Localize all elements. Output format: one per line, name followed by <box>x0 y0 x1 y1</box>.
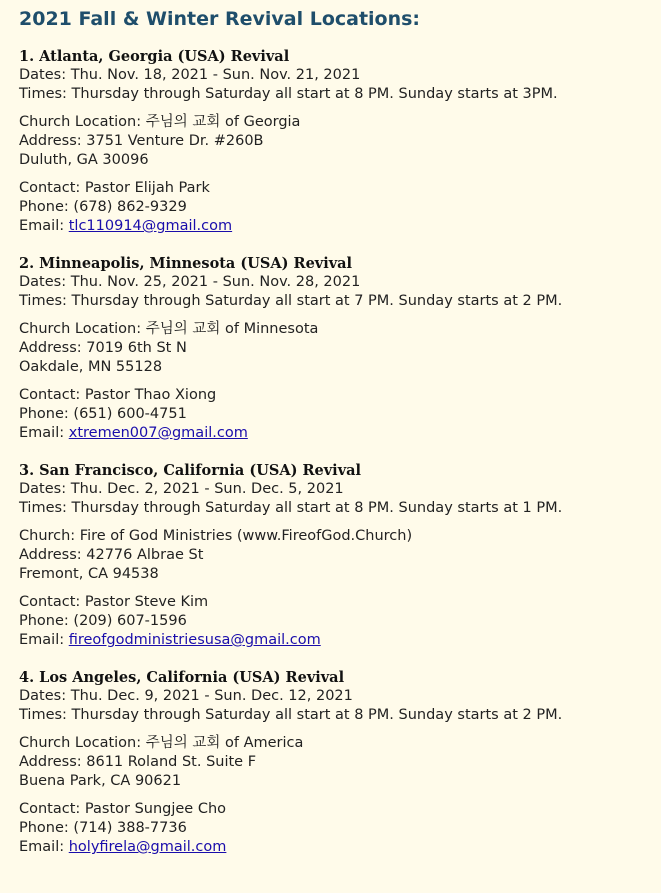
contact-name: Contact: Pastor Thao Xiong <box>19 387 217 403</box>
contact-name: Contact: Pastor Elijah Park <box>19 180 210 196</box>
location-times: Times: Thursday through Saturday all start at 7 PM. Sunday starts at 2 PM. <box>19 293 563 309</box>
location-heading: 1. Atlanta, Georgia (USA) Revival <box>19 48 290 65</box>
church-block <box>19 527 659 584</box>
address-line-1: Address: 3751 Venture Dr. #260B <box>19 133 264 149</box>
location-san-francisco <box>19 461 659 650</box>
contact-email-line <box>19 838 659 857</box>
page-title: 2021 Fall & Winter Revival Locations: <box>19 8 421 30</box>
email-link[interactable]: fireofgodministriesusa@gmail.com <box>68 632 321 648</box>
page-content <box>19 6 659 857</box>
contact-name: Contact: Pastor Steve Kim <box>19 594 209 610</box>
contact-phone: Phone: (651) 600-4751 <box>19 406 187 422</box>
location-dates: Dates: Thu. Dec. 2, 2021 - Sun. Dec. 5, 2021 <box>19 481 344 497</box>
email-link[interactable]: xtremen007@gmail.com <box>68 425 248 441</box>
contact-name: Contact: Pastor Sungjee Cho <box>19 801 227 817</box>
email-link[interactable]: holyfirela@gmail.com <box>68 839 227 855</box>
email-label: Email: <box>19 218 69 234</box>
contact-block <box>19 800 659 857</box>
church-location: Church: Fire of God Ministries (www.FireofGod.Church) <box>19 528 413 544</box>
contact-phone: Phone: (714) 388-7736 <box>19 820 187 836</box>
church-location: Church Location: 주님의 교회 of America <box>19 735 304 751</box>
location-times: Times: Thursday through Saturday all start at 8 PM. Sunday starts at 1 PM. <box>19 500 563 516</box>
address-line-1: Address: 42776 Albrae St <box>19 547 204 563</box>
location-dates: Dates: Thu. Nov. 18, 2021 - Sun. Nov. 21, 2021 <box>19 67 361 83</box>
contact-email-line <box>19 424 659 443</box>
location-heading: 2. Minneapolis, Minnesota (USA) Revival <box>19 255 353 272</box>
address-line-2: Buena Park, CA 90621 <box>19 773 182 789</box>
location-heading: 3. San Francisco, California (USA) Revival <box>19 462 362 479</box>
contact-block <box>19 179 659 236</box>
email-link[interactable]: tlc110914@gmail.com <box>68 218 233 234</box>
contact-phone: Phone: (209) 607-1596 <box>19 613 187 629</box>
location-los-angeles <box>19 668 659 857</box>
contact-email-line <box>19 217 659 236</box>
email-label: Email: <box>19 632 69 648</box>
location-minneapolis <box>19 254 659 443</box>
location-dates: Dates: Thu. Dec. 9, 2021 - Sun. Dec. 12, 2021 <box>19 688 353 704</box>
contact-email-line <box>19 631 659 650</box>
location-times: Times: Thursday through Saturday all start at 8 PM. Sunday starts at 3PM. <box>19 86 558 102</box>
church-block <box>19 113 659 170</box>
church-location: Church Location: 주님의 교회 of Georgia <box>19 114 301 130</box>
address-line-1: Address: 7019 6th St N <box>19 340 187 356</box>
location-heading: 4. Los Angeles, California (USA) Revival <box>19 669 345 686</box>
contact-block <box>19 593 659 650</box>
address-line-2: Oakdale, MN 55128 <box>19 359 163 375</box>
email-label: Email: <box>19 839 69 855</box>
contact-phone: Phone: (678) 862-9329 <box>19 199 187 215</box>
address-line-2: Duluth, GA 30096 <box>19 152 149 168</box>
church-location: Church Location: 주님의 교회 of Minnesota <box>19 321 319 337</box>
location-atlanta <box>19 47 659 236</box>
address-line-2: Fremont, CA 94538 <box>19 566 159 582</box>
church-block <box>19 734 659 791</box>
location-dates: Dates: Thu. Nov. 25, 2021 - Sun. Nov. 28, 2021 <box>19 274 361 290</box>
address-line-1: Address: 8611 Roland St. Suite F <box>19 754 257 770</box>
church-block <box>19 320 659 377</box>
location-times: Times: Thursday through Saturday all start at 8 PM. Sunday starts at 2 PM. <box>19 707 563 723</box>
email-label: Email: <box>19 425 69 441</box>
contact-block <box>19 386 659 443</box>
